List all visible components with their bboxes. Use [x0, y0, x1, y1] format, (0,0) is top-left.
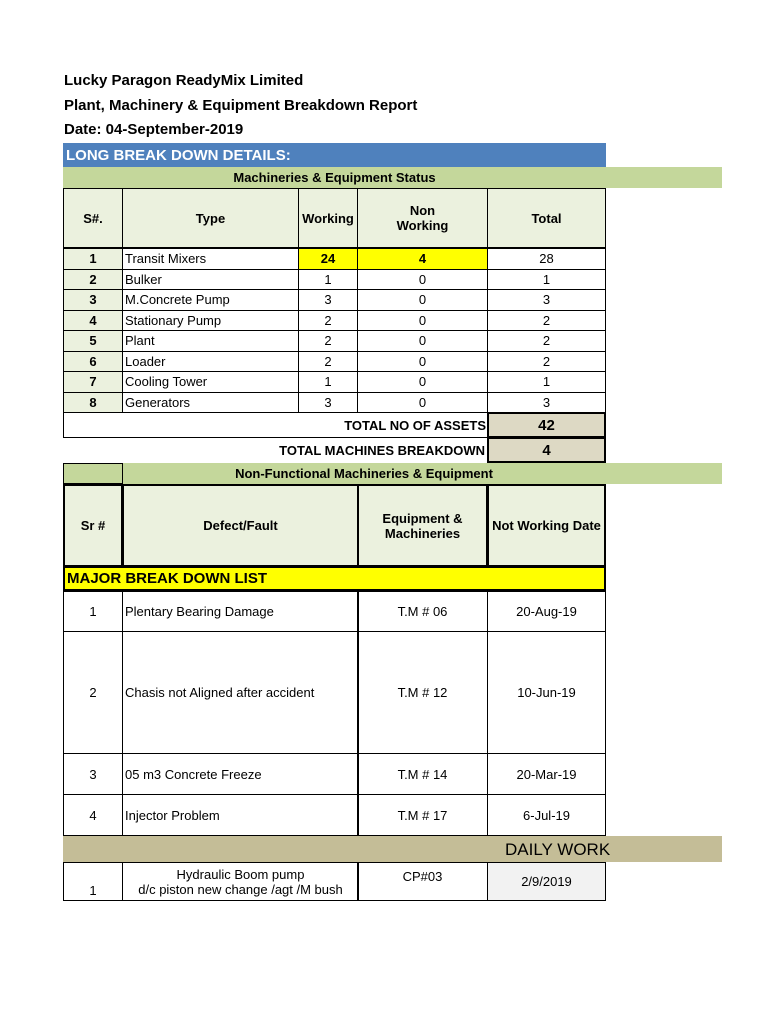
status-row-sno: 5	[63, 330, 123, 352]
status-row-type: Generators	[122, 392, 299, 414]
status-row-type: M.Concrete Pump	[122, 289, 299, 311]
status-row-type: Transit Mixers	[122, 248, 299, 270]
status-row-working: 2	[298, 351, 358, 373]
daily-row-defect	[122, 862, 359, 901]
report-date: Date: 04-September-2019	[64, 121, 244, 138]
major-row-sr: 3	[63, 753, 123, 795]
status-title: Machineries & Equipment Status	[233, 170, 436, 185]
status-row-total: 3	[487, 392, 606, 414]
status-row-total: 2	[487, 330, 606, 352]
major-row-sr: 4	[63, 794, 123, 836]
status-row-working: 1	[298, 371, 358, 393]
col-header-non-working: Non Working	[357, 188, 488, 248]
section-title: LONG BREAK DOWN DETAILS:	[63, 143, 606, 167]
status-row-sno: 6	[63, 351, 123, 373]
daily-row-equipment: CP#03	[357, 862, 488, 901]
daily-row-defect-line2: d/c piston new change /agt /M bush	[138, 881, 343, 897]
status-row-non-working: 0	[357, 392, 488, 414]
status-row-working: 3	[298, 392, 358, 414]
col-header-working: Working	[298, 188, 358, 248]
status-row-working: 1	[298, 269, 358, 291]
col-header-total: Total	[487, 188, 606, 248]
status-row-non-working: 0	[357, 330, 488, 352]
major-row-sr: 2	[63, 631, 123, 754]
nf-header-defect: Defect/Fault	[122, 484, 359, 567]
status-row-total: 2	[487, 351, 606, 373]
status-row-working: 2	[298, 330, 358, 352]
col-header-sno: S#.	[63, 188, 123, 248]
major-row-sr: 1	[63, 591, 123, 632]
status-row-total: 3	[487, 289, 606, 311]
total-assets-label: TOTAL NO OF ASSETS	[63, 412, 488, 438]
major-row-equipment: T.M # 14	[357, 753, 488, 795]
total-breakdown-label: TOTAL MACHINES BREAKDOWN	[279, 443, 485, 458]
major-row-defect: 05 m3 Concrete Freeze	[122, 753, 359, 795]
status-row-sno: 3	[63, 289, 123, 311]
major-breakdown-title: MAJOR BREAK DOWN LIST	[63, 566, 606, 591]
status-row-total: 2	[487, 310, 606, 332]
status-row-type: Stationary Pump	[122, 310, 299, 332]
status-row-type: Bulker	[122, 269, 299, 291]
total-assets-value: 42	[487, 412, 606, 438]
major-row-defect: Injector Problem	[122, 794, 359, 836]
status-row-type: Loader	[122, 351, 299, 373]
report-title: Plant, Machinery & Equipment Breakdown Report	[64, 97, 418, 114]
major-row-date: 6-Jul-19	[487, 794, 606, 836]
daily-row-defect-line1: Hydraulic Boom pump	[176, 866, 305, 882]
company-name: Lucky Paragon ReadyMix Limited	[64, 72, 304, 89]
nf-header-equipment: Equipment & Machineries	[357, 484, 488, 567]
status-row-sno: 4	[63, 310, 123, 332]
status-row-non-working: 0	[357, 351, 488, 373]
nf-header-sr: Sr #	[63, 484, 123, 567]
col-header-type: Type	[122, 188, 299, 248]
status-row-non-working: 0	[357, 269, 488, 291]
status-row-sno: 1	[63, 248, 123, 270]
nonfunc-title: Non-Functional Machineries & Equipment	[235, 466, 493, 481]
major-row-defect: Plentary Bearing Damage	[122, 591, 359, 632]
status-row-sno: 8	[63, 392, 123, 414]
status-row-working: 24	[298, 248, 358, 270]
nonfunc-band-sr-cell	[63, 463, 123, 484]
status-row-working: 2	[298, 310, 358, 332]
status-row-non-working: 4	[357, 248, 488, 270]
status-row-type: Plant	[122, 330, 299, 352]
status-row-type: Cooling Tower	[122, 371, 299, 393]
status-row-sno: 2	[63, 269, 123, 291]
major-row-defect: Chasis not Aligned after accident	[122, 631, 359, 754]
daily-row-sr: 1	[63, 862, 123, 901]
major-row-equipment: T.M # 17	[357, 794, 488, 836]
major-row-equipment: T.M # 12	[357, 631, 488, 754]
daily-row-date: 2/9/2019	[487, 862, 606, 901]
status-row-non-working: 0	[357, 371, 488, 393]
major-row-date: 20-Mar-19	[487, 753, 606, 795]
total-breakdown-value: 4	[487, 437, 606, 463]
nf-header-date: Not Working Date	[487, 484, 606, 567]
status-row-working: 3	[298, 289, 358, 311]
status-row-total: 1	[487, 371, 606, 393]
status-row-total: 28	[487, 248, 606, 270]
major-row-date: 20-Aug-19	[487, 591, 606, 632]
major-row-date: 10-Jun-19	[487, 631, 606, 754]
major-row-equipment: T.M # 06	[357, 591, 488, 632]
status-row-sno: 7	[63, 371, 123, 393]
status-row-total: 1	[487, 269, 606, 291]
daily-work-title: DAILY WORK	[505, 839, 611, 859]
status-row-non-working: 0	[357, 289, 488, 311]
status-row-non-working: 0	[357, 310, 488, 332]
